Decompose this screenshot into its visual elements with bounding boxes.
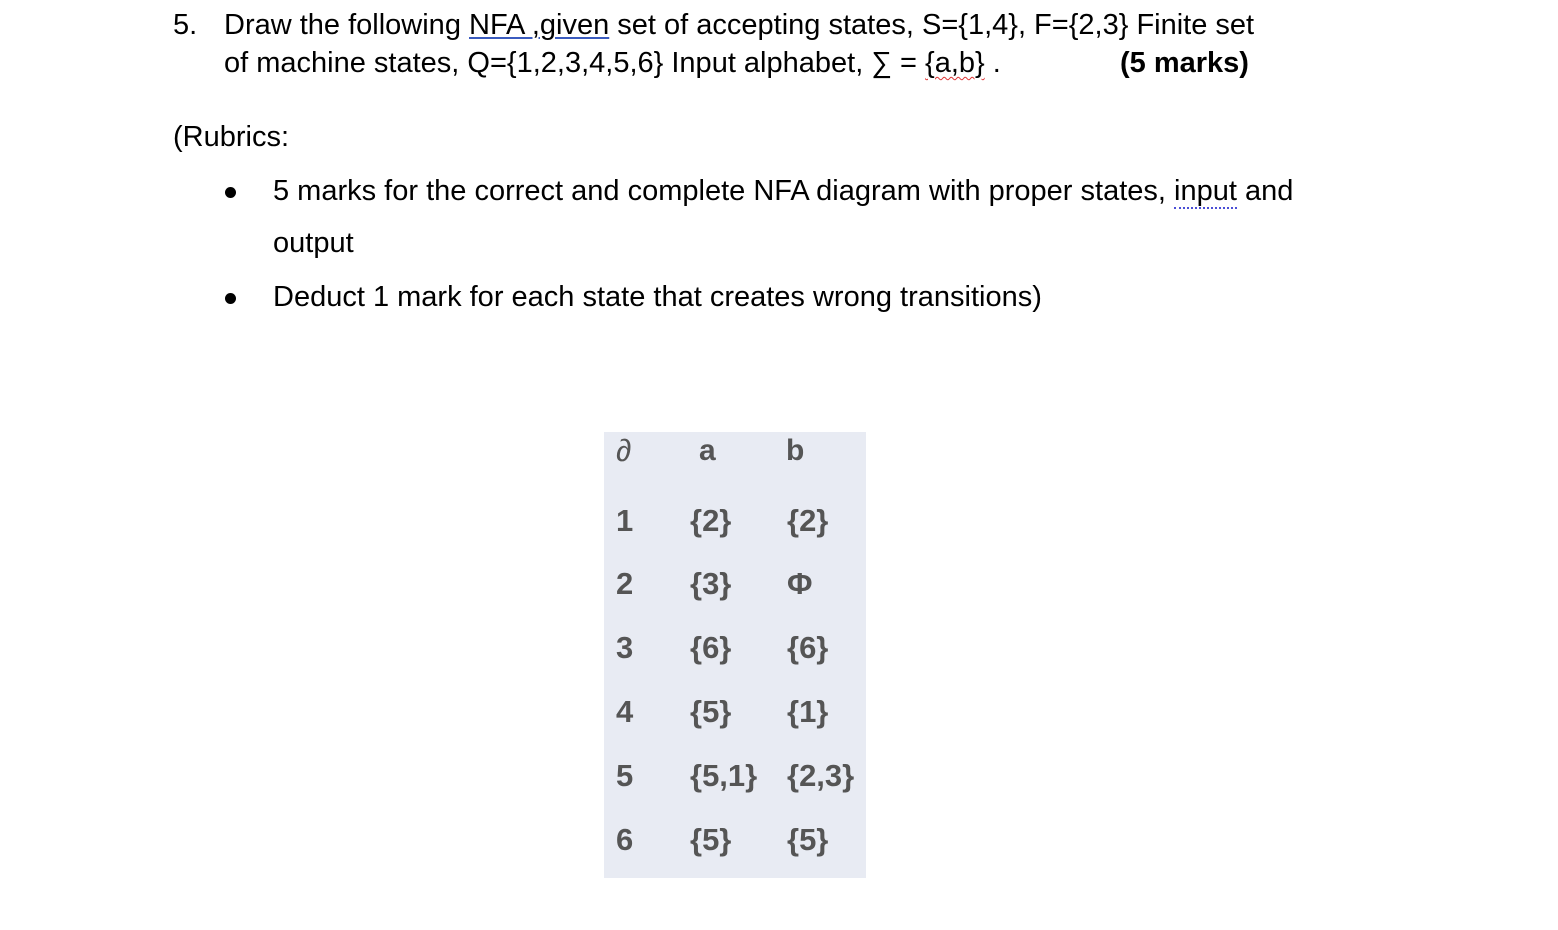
rubric-item-1-line-1 [273, 172, 1293, 210]
question-line-2-post: . [984, 47, 1001, 79]
table-row-1-b: {2} [787, 503, 829, 538]
table-header-delta: ∂ [616, 433, 632, 468]
question-line-1 [224, 6, 1254, 44]
transition-table [604, 432, 866, 878]
table-row-6-b: {5} [787, 822, 829, 857]
rubrics-heading: (Rubrics: [173, 121, 290, 153]
question-line-1-post: set of accepting states, S={1,4}, F={2,3} Finite set [609, 9, 1255, 41]
question-number: 5. [173, 9, 198, 41]
table-row-1-state: 1 [616, 503, 634, 538]
marks-label: (5 marks) [1120, 47, 1249, 79]
table-row-2-b: Φ [787, 566, 813, 601]
table-row-2-a: {3} [690, 566, 732, 601]
bullet-icon [225, 293, 236, 304]
table-row-4-state: 4 [616, 694, 634, 729]
rubric-item-1-pre: 5 marks for the correct and complete NFA diagram with proper states, [273, 175, 1174, 207]
table-row-3-state: 3 [616, 630, 634, 665]
table-row-1-a: {2} [690, 503, 732, 538]
question-line-2 [224, 44, 1001, 82]
rubric-item-1-line-2: output [273, 227, 354, 259]
question-line-2-pre: of machine states, Q={1,2,3,4,5,6} Input alphabet, ∑ = [224, 47, 926, 79]
rubric-item-1-post: and [1236, 175, 1294, 207]
table-row-5-b: {2,3} [787, 758, 855, 793]
rubric-item-2: Deduct 1 mark for each state that creates wrong transitions) [273, 281, 1042, 313]
alphabet-set: {a,b} [925, 47, 985, 79]
table-row-6-state: 6 [616, 822, 634, 857]
rubric-item-1-input-word: input [1174, 175, 1237, 207]
question-line-1-pre: Draw the following [224, 9, 469, 41]
table-row-4-a: {5} [690, 694, 732, 729]
table-row-3-a: {6} [690, 630, 732, 665]
table-row-2-state: 2 [616, 566, 634, 601]
table-row-5-a: {5,1} [690, 758, 758, 793]
table-row-5-state: 5 [616, 758, 634, 793]
table-row-6-a: {5} [690, 822, 732, 857]
table-row-3-b: {6} [787, 630, 829, 665]
nfa-given-link[interactable]: NFA ,given [469, 9, 610, 41]
table-header-b: b [786, 434, 805, 467]
table-header-a: a [699, 434, 716, 467]
table-row-4-b: {1} [787, 694, 829, 729]
bullet-icon [225, 187, 236, 198]
